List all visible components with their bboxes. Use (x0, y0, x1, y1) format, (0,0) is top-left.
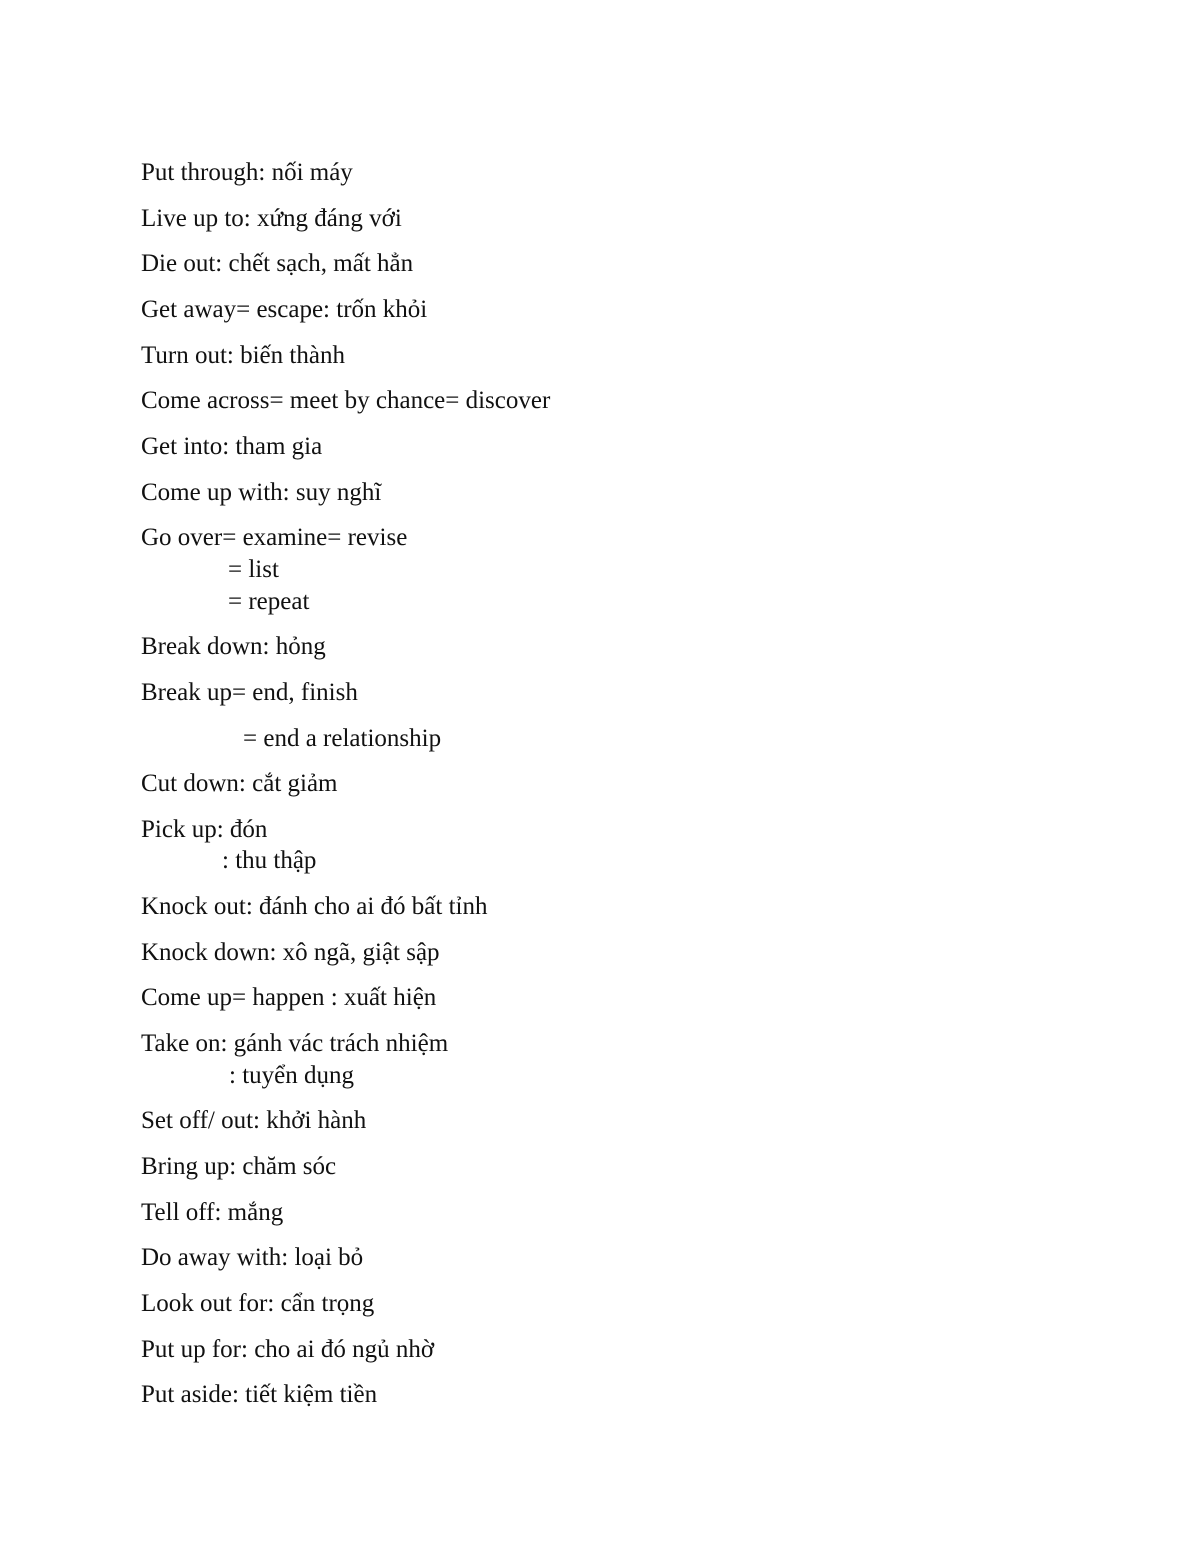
phrase-line-indented: = end a relationship (243, 725, 442, 752)
phrase-line: Break up= end, finish (141, 679, 358, 706)
phrase-line: Turn out: biến thành (141, 342, 345, 369)
phrase-line-indented: : thu thập (222, 847, 317, 874)
phrase-line: Go over= examine= revise (141, 524, 408, 551)
phrase-line: Pick up: đón (141, 816, 268, 843)
phrase-line: Do away with: loại bỏ (141, 1244, 364, 1271)
phrase-line: Put up for: cho ai đó ngủ nhờ (141, 1336, 435, 1363)
phrase-line-indented: = repeat (228, 588, 310, 615)
phrase-line: Take on: gánh vác trách nhiệm (141, 1030, 449, 1057)
phrase-line-indented: = list (228, 556, 279, 583)
phrase-line: Tell off: mắng (141, 1199, 284, 1226)
phrase-line: Die out: chết sạch, mất hẳn (141, 250, 414, 277)
phrase-line: Get into: tham gia (141, 433, 323, 460)
phrase-line: Get away= escape: trốn khỏi (141, 296, 428, 323)
phrase-line: Come up= happen : xuất hiện (141, 984, 437, 1011)
phrase-line: Break down: hỏng (141, 633, 326, 660)
phrase-line: Knock down: xô ngã, giật sập (141, 939, 440, 966)
phrase-line: Knock out: đánh cho ai đó bất tỉnh (141, 893, 488, 920)
phrase-line: Come across= meet by chance= discover (141, 387, 551, 414)
phrase-line: Cut down: cắt giảm (141, 770, 338, 797)
phrase-line: Look out for: cẩn trọng (141, 1290, 375, 1317)
phrase-line-indented: : tuyển dụng (229, 1062, 354, 1089)
phrase-line: Put aside: tiết kiệm tiền (141, 1381, 378, 1408)
phrase-line: Bring up: chăm sóc (141, 1153, 337, 1180)
phrase-line: Put through: nối máy (141, 159, 353, 186)
phrase-line: Come up with: suy nghĩ (141, 479, 382, 506)
phrase-line: Live up to: xứng đáng với (141, 205, 402, 232)
phrase-line: Set off/ out: khởi hành (141, 1107, 367, 1134)
